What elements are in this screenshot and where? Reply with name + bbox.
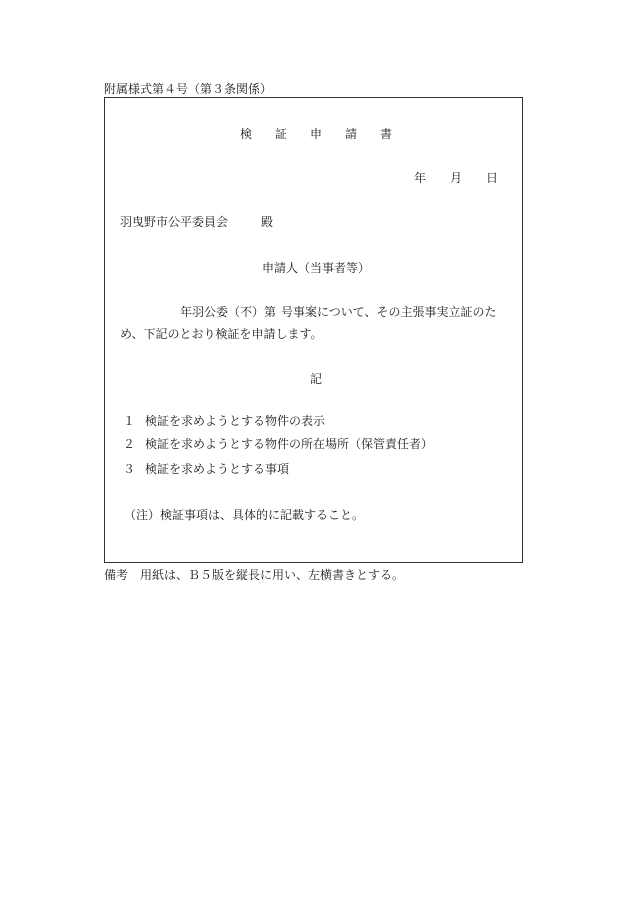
item-text: 検証を求めようとする物件の所在場所（保管責任者） [145,437,434,451]
remarks-text: 用紙は、Ｂ５版を縦長に用い、左横書きとする。 [140,568,405,582]
item-number: ３ [123,462,136,476]
date-year-label: 年 [414,171,427,185]
applicant-label: 申請人（当事者等） [262,261,371,275]
item-text: 検証を求めようとする事項 [145,462,290,476]
date-month-label: 月 [450,171,463,185]
remarks-label: 備考 [104,568,129,582]
item-number: １ [123,414,136,428]
body-text-line-2: め、下記のとおり検証を申請します。 [120,327,323,341]
body-year-case-number: 年羽公委（不）第 [180,305,277,319]
item-text: 検証を求めようとする物件の表示 [145,414,326,428]
note: （注）検証事項は、具体的に記載すること。 [124,508,365,522]
honorific: 殿 [261,215,274,229]
form-title: 検証申請書 [240,127,416,141]
date-day-label: 日 [486,171,499,185]
item-number: ２ [123,437,136,451]
body-text-line-1: 号事案について、その主張事実立証のた [281,305,497,319]
form-reference: 附属様式第４号（第３条関係） [104,82,273,96]
ki-heading: 記 [310,372,323,386]
addressee: 羽曳野市公平委員会 [120,215,229,229]
